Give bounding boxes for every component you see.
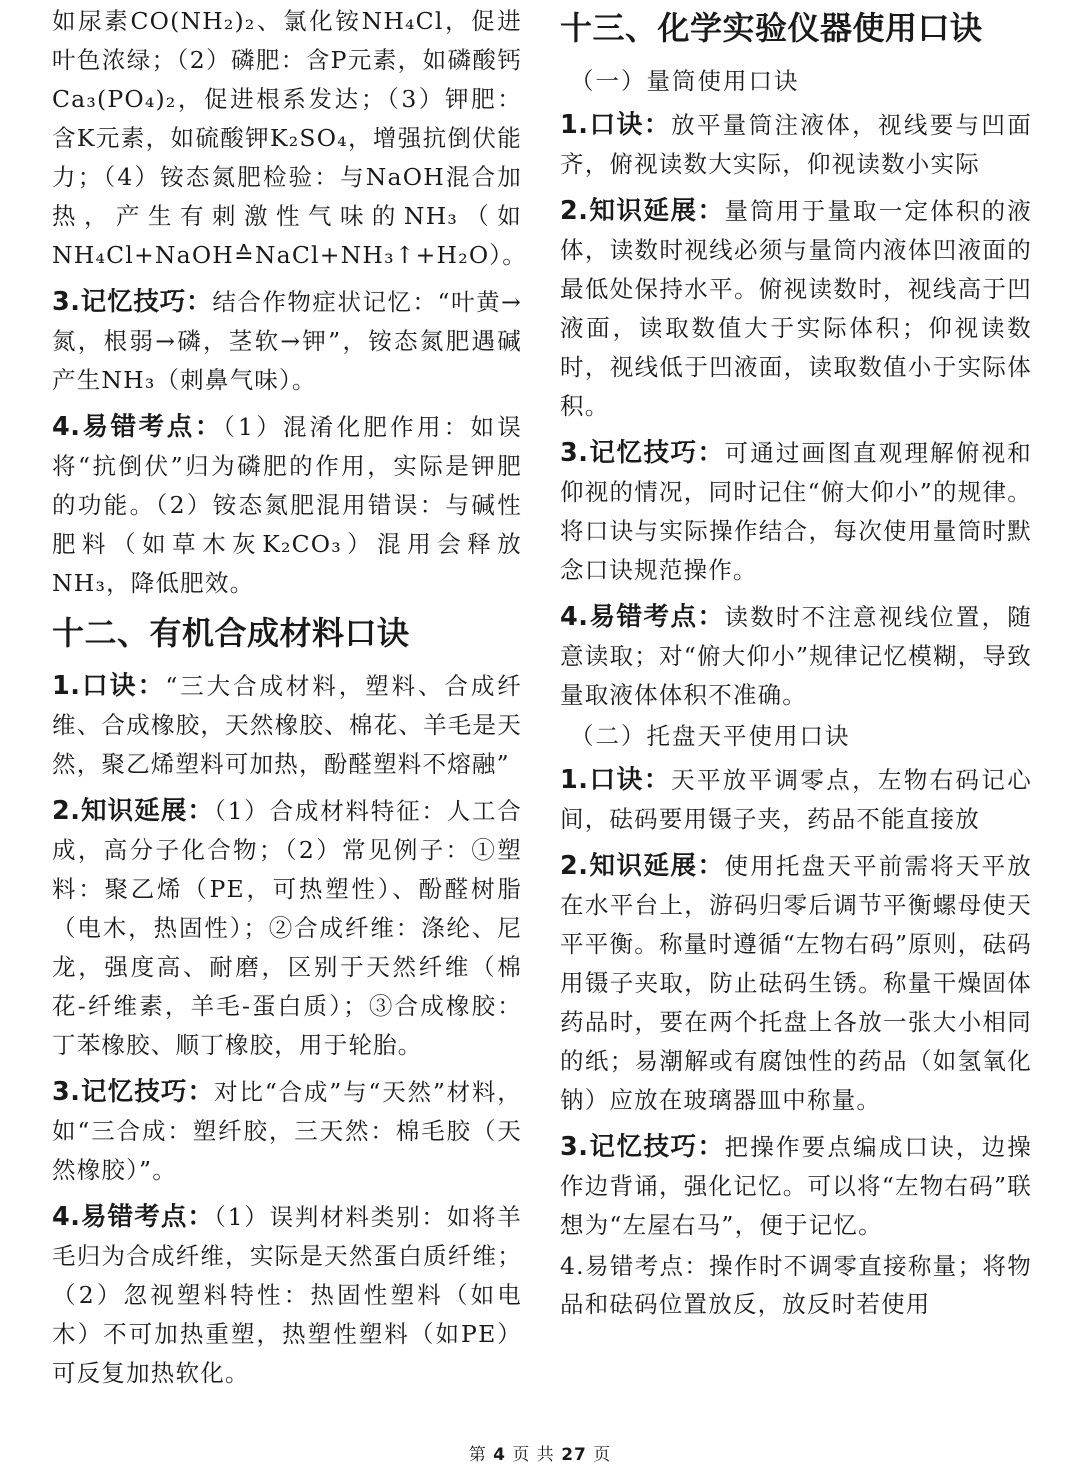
- section-heading-12: 十二、有机合成材料口诀: [52, 614, 410, 652]
- error-points-12: [52, 1198, 522, 1393]
- memory-tip-balance: [560, 1128, 1032, 1245]
- item-text: 结合作物症状记忆：“叶黄→氮，根弱→磷，茎软→钾”，铵态氮肥遇碱产生NH₃（刺鼻气味）。: [52, 288, 522, 394]
- section-heading-13: 十三、化学实验仪器使用口诀: [560, 9, 983, 47]
- item-text: 使用托盘天平前需将天平放在水平台上，游码归零后调节平衡螺母使天平平衡。称量时遵循“左物右码”原则，砝码用镊子夹取，防止砝码生锈。称量干燥固体药品时，要在两个托盘上各放一张大小相同的纸；易潮解或有腐蚀性的药品（如氢氧化钠）应放在玻璃器皿中称量。: [560, 852, 1033, 1114]
- subsection-balance: （二）托盘天平使用口诀: [570, 722, 851, 750]
- footer-suffix: 页: [593, 1445, 612, 1465]
- total-page-number: 27: [561, 1445, 587, 1465]
- footer-middle: 页 共: [512, 1445, 555, 1465]
- item-label: 1.口诀：: [560, 110, 672, 140]
- error-points-balance: 4.易错考点：操作时不调零直接称量；将物品和砝码位置放反，放反时若使用: [560, 1252, 1032, 1318]
- page-footer: [0, 1440, 1080, 1465]
- item-label: 3.记忆技巧：: [560, 438, 725, 468]
- knowledge-extension-balance: [560, 847, 1032, 1120]
- error-points-cylinder: [560, 598, 1032, 715]
- current-page-number: 4: [493, 1445, 506, 1465]
- left-column: [52, 2, 527, 1401]
- item-text: 放平量筒注液体，视线要与凹面齐，俯视读数大实际，仰视读数小实际: [560, 111, 1032, 178]
- memory-tip-fertilizer: [52, 283, 522, 400]
- item-label: 2.知识延展：: [560, 851, 725, 881]
- knowledge-extension-12: [52, 792, 522, 1065]
- item-text: 可通过画图直观理解俯视和仰视的情况，同时记住“俯大仰小”的规律。将口诀与实际操作结合，每次使用量筒时默念口诀规范操作。: [560, 439, 1033, 584]
- item-label: 3.记忆技巧：: [560, 1132, 725, 1162]
- item-text: 把操作要点编成口诀，边操作边背诵，强化记忆。可以将“左物右码”联想为“左屋右马”，便于记忆。: [560, 1133, 1033, 1239]
- item-text: 量筒用于量取一定体积的液体，读数时视线必须与量筒内液体凹液面的最低处保持水平。俯视读数时，视线高于凹液面，读取数值大于实际体积；仰视读数时，视线低于凹液面，读取数值小于实际体积。: [560, 197, 1033, 420]
- knowledge-extension-cylinder: [560, 192, 1032, 426]
- memory-tip-12: [52, 1073, 522, 1190]
- item-label: 3.记忆技巧：: [52, 287, 213, 317]
- item-text: （1）合成材料特征：人工合成，高分子化合物；（2）常见例子：①塑料：聚乙烯（PE，可热塑性）、酚醛树脂（电木，热固性）；②合成纤维：涤纶、尼龙，强度高、耐磨，区别于天然纤维（棉花-纤维素，羊毛-蛋白质）；③合成橡胶：丁苯橡胶、顺丁橡胶，用于轮胎。: [52, 797, 522, 1059]
- memory-tip-cylinder: [560, 434, 1032, 590]
- item-label: 2.知识延展：: [52, 796, 215, 826]
- mnemonic-balance: [560, 761, 1032, 839]
- item-text: 对比“合成”与“天然”材料，如“三合成：塑纤胶，三天然：棉毛胶（天然橡胶）”。: [52, 1078, 523, 1184]
- item-text: 读数时不注意视线位置，随意读取；对“俯大仰小”规律记忆模糊，导致量取液体体积不准确。: [560, 603, 1033, 709]
- item-text: （1）误判材料类别：如将羊毛归为合成纤维，实际是天然蛋白质纤维；（2）忽视塑料特性：热固性塑料（如电木）不可加热重塑，热塑性塑料（如PE）可反复加热软化。: [52, 1203, 522, 1387]
- item-label: 4.易错考点：: [560, 602, 725, 632]
- item-label: 1.口诀：: [560, 765, 672, 795]
- item-text: （1）混淆化肥作用：如误将“抗倒伏”归为磷肥的作用，实际是钾肥的功能。（2）铵态氮肥混用错误：与碱性肥料（如草木灰K₂CO₃）混用会释放NH₃，降低肥效。: [52, 413, 522, 597]
- mnemonic-12: [52, 667, 522, 784]
- item-text: “三大合成材料，塑料、合成纤维、合成橡胶，天然橡胶、棉花、羊毛是天然，聚乙烯塑料可加热，酚醛塑料不熔融”: [52, 672, 522, 778]
- mnemonic-cylinder: [560, 106, 1032, 184]
- right-column: [560, 2, 1032, 1323]
- subsection-graduated-cylinder: （一）量筒使用口诀: [570, 67, 800, 95]
- item-label: 1.口诀：: [52, 671, 166, 701]
- footer-prefix: 第: [468, 1445, 487, 1465]
- item-label: 2.知识延展：: [560, 196, 725, 226]
- item-label: 4.易错考点：: [52, 1202, 215, 1232]
- paragraph-fertilizer-continued: 如尿素CO(NH₂)₂、氯化铵NH₄Cl，促进叶色浓绿；（2）磷肥：含P元素，如磷酸钙Ca₃(PO₄)₂，促进根系发达；（3）钾肥：含K元素，如硫酸钾K₂SO₄，增强抗倒伏能力；（4）铵态氮肥检验：与NaOH混合加热，产生有刺激性气味的NH₃（如NH₄Cl+NaOH≙NaCl+NH₃↑+H₂O）。: [52, 7, 527, 269]
- item-label: 3.记忆技巧：: [52, 1077, 215, 1107]
- error-points-fertilizer: [52, 408, 522, 603]
- item-text: 天平放平调零点，左物右码记心间，砝码要用镊子夹，药品不能直接放: [560, 766, 1032, 833]
- item-label: 4.易错考点：: [52, 412, 223, 442]
